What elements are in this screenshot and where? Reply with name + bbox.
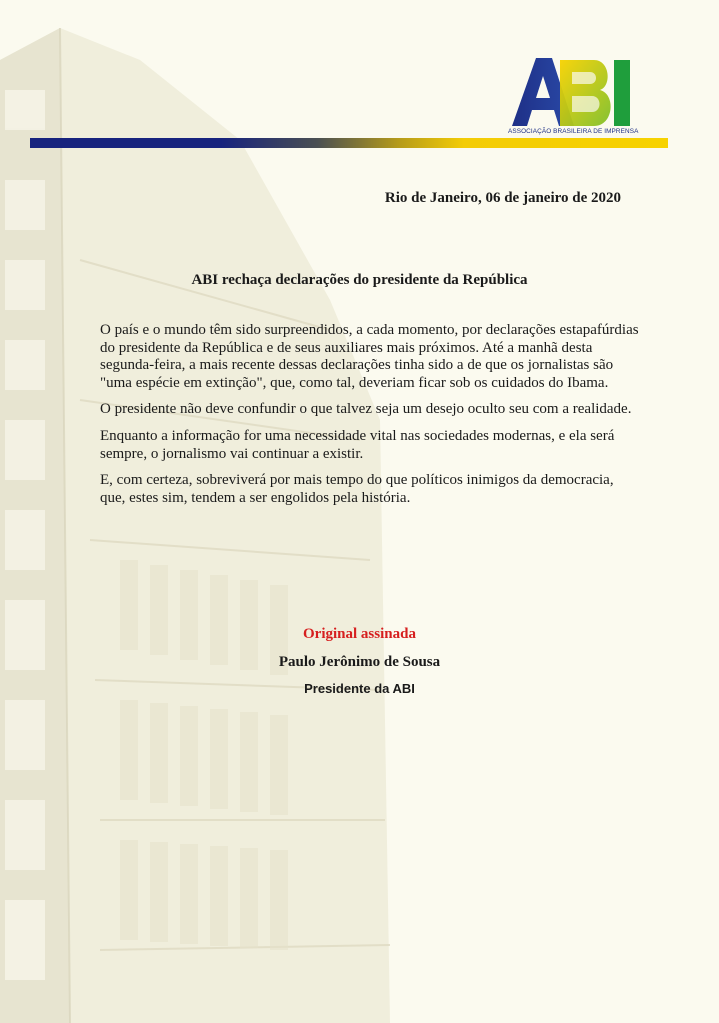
header-color-rule: [30, 138, 668, 148]
paragraph: E, com certeza, sobreviverá por mais tempo do que políticos inimigos da democracia, que, estes sim, tendem a ser engolidos pela história.: [100, 472, 614, 506]
paragraph: O país e o mundo têm sido surpreendidos, a cada momento, por declarações estapafúrdias do presidente da República e de seus auxiliares mais próximos. Até a manhã desta segunda-feira, a mais recente dessas declarações tinha sido a de que os jornalistas são "uma espécie em extinção", que, como tal, deveriam ficar sob os cuidados do Ibama.: [100, 322, 639, 391]
paragraph: Enquanto a informação for uma necessidade vital nas sociedades modernas, e ela será sempre, o jornalismo vai continuar a existir.: [100, 427, 615, 462]
signatory-role: Presidente da ABI: [304, 681, 415, 696]
logo-caption: ASSOCIAÇÃO BRASILEIRA DE IMPRENSA: [508, 128, 639, 135]
letter-title: ABI rechaça declarações do presidente da República: [191, 272, 528, 288]
letter-body: [100, 322, 640, 516]
abi-logo: [508, 52, 638, 134]
original-signed-label: Original assinada: [303, 626, 416, 642]
paragraph: O presidente não deve confundir o que talvez seja um desejo oculto seu com a realidade.: [100, 401, 632, 418]
signatory-name: Paulo Jerônimo de Sousa: [278, 654, 441, 670]
date-line: Rio de Janeiro, 06 de janeiro de 2020: [384, 190, 621, 206]
